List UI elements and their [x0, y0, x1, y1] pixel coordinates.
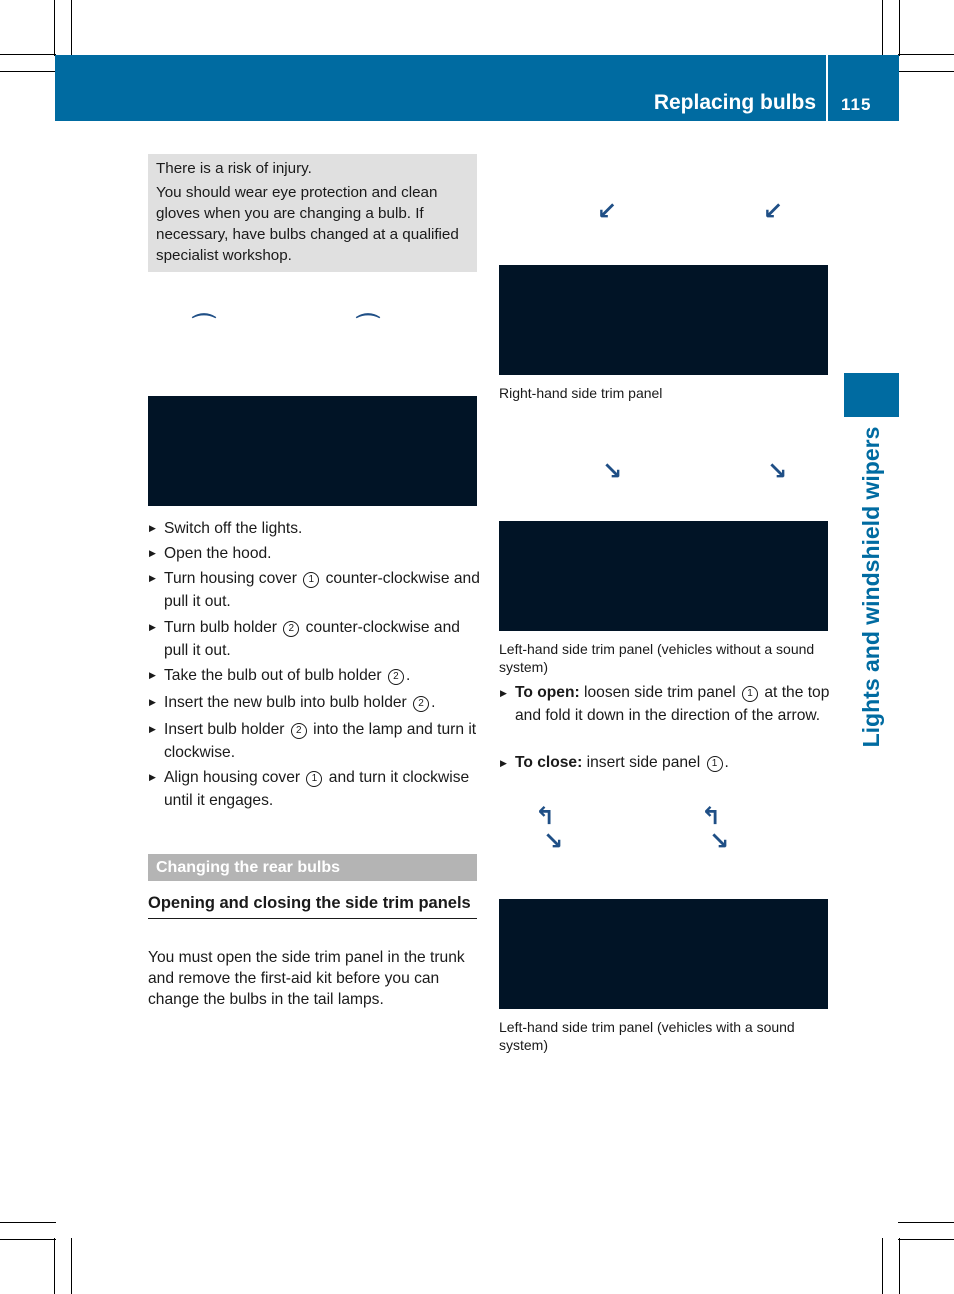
- warning-box: [148, 154, 477, 272]
- crop-mark: [71, 0, 72, 56]
- right-trim-panel-figure: [499, 265, 828, 375]
- fold-arrow-icon: ↘: [709, 828, 730, 855]
- step-item: ▶ Open the hood.: [148, 542, 480, 565]
- fold-arrow-icon: ↘: [543, 828, 564, 855]
- crop-mark: [0, 1222, 56, 1223]
- fold-arrow-icon: ↘: [767, 458, 788, 485]
- left-trim-panel-figure: [499, 521, 828, 631]
- crop-mark: [898, 1222, 954, 1223]
- crop-mark: [898, 1239, 954, 1240]
- rotate-arrow-icon: ⌒: [192, 313, 216, 340]
- fold-arrow-icon: ↙: [763, 198, 784, 225]
- step-item: ▶ To close: insert side panel 1 .: [499, 752, 831, 775]
- crop-mark: [898, 71, 954, 72]
- subsection-heading: Opening and closing the side trim panels: [148, 893, 477, 919]
- warning-line: There is a risk of injury.: [156, 160, 312, 177]
- crop-mark: [54, 0, 55, 56]
- section-heading: Changing the rear bulbs: [148, 854, 477, 881]
- crop-mark: [899, 1238, 900, 1294]
- callout-number: 1: [306, 771, 322, 787]
- callout-number: 1: [742, 686, 758, 702]
- page-number: 115: [841, 95, 872, 114]
- fold-arrow-icon: ↰: [701, 803, 722, 830]
- fold-arrow-icon: ↙: [597, 198, 618, 225]
- step-item: ▶ Take the bulb out of bulb holder 2 .: [148, 664, 480, 687]
- callout-number: 1: [707, 756, 723, 772]
- step-item: ▶ Switch off the lights.: [148, 517, 480, 540]
- rotate-arrow-icon: ⌒: [356, 313, 380, 340]
- crop-mark: [882, 0, 883, 56]
- headlamp-figure: [148, 396, 477, 506]
- crop-mark: [0, 1239, 56, 1240]
- callout-number: 2: [283, 621, 299, 637]
- callout-number: 1: [303, 572, 319, 588]
- crop-mark: [0, 71, 56, 72]
- crop-mark: [882, 1238, 883, 1294]
- crop-mark: [0, 54, 56, 55]
- fold-arrow-icon: ↘: [602, 458, 623, 485]
- header-title: Replacing bulbs: [653, 91, 816, 114]
- callout-number: 2: [413, 696, 429, 712]
- step-item: ▶ Turn bulb holder 2 counter-clockwise and pull it out.: [148, 616, 480, 662]
- left-trim-panel-sound-figure: [499, 899, 828, 1009]
- warning-text: You should wear eye protection and clean gloves when you are changing a bulb. If necessary, have bulbs changed at a qualified specialist workshop.: [156, 184, 459, 264]
- chapter-title: Lights and windshield wipers: [858, 426, 884, 748]
- crop-mark: [54, 1238, 55, 1294]
- step-item: ▶ Insert the new bulb into bulb holder 2 .: [148, 691, 480, 714]
- body-text: You must open the side trim panel in the trunk and remove the first-aid kit before you can change the bulbs in the tail lamps.: [148, 949, 465, 1008]
- step-item: ▶ Align housing cover 1 and turn it clockwise until it engages.: [148, 766, 480, 812]
- chapter-tab: [844, 373, 899, 417]
- figure-caption: Left-hand side trim panel (vehicles without a sound system): [499, 641, 815, 675]
- crop-mark: [898, 54, 954, 55]
- step-item: ▶ Insert bulb holder 2 into the lamp and turn it clockwise.: [148, 718, 480, 764]
- step-item: ▶ To open: loosen side trim panel 1 at the top and fold it down in the direction of the arrow.: [499, 682, 831, 727]
- header-bar: [55, 55, 899, 121]
- crop-mark: [71, 1238, 72, 1294]
- figure-caption: Left-hand side trim panel (vehicles with a sound system): [499, 1019, 795, 1053]
- figure-caption: Right-hand side trim panel: [499, 385, 663, 401]
- crop-mark: [899, 0, 900, 56]
- callout-number: 2: [388, 669, 404, 685]
- callout-number: 2: [291, 723, 307, 739]
- header-divider: [826, 55, 828, 121]
- fold-arrow-icon: ↰: [535, 803, 556, 830]
- step-item: ▶ Turn housing cover 1 counter-clockwise and pull it out.: [148, 567, 480, 613]
